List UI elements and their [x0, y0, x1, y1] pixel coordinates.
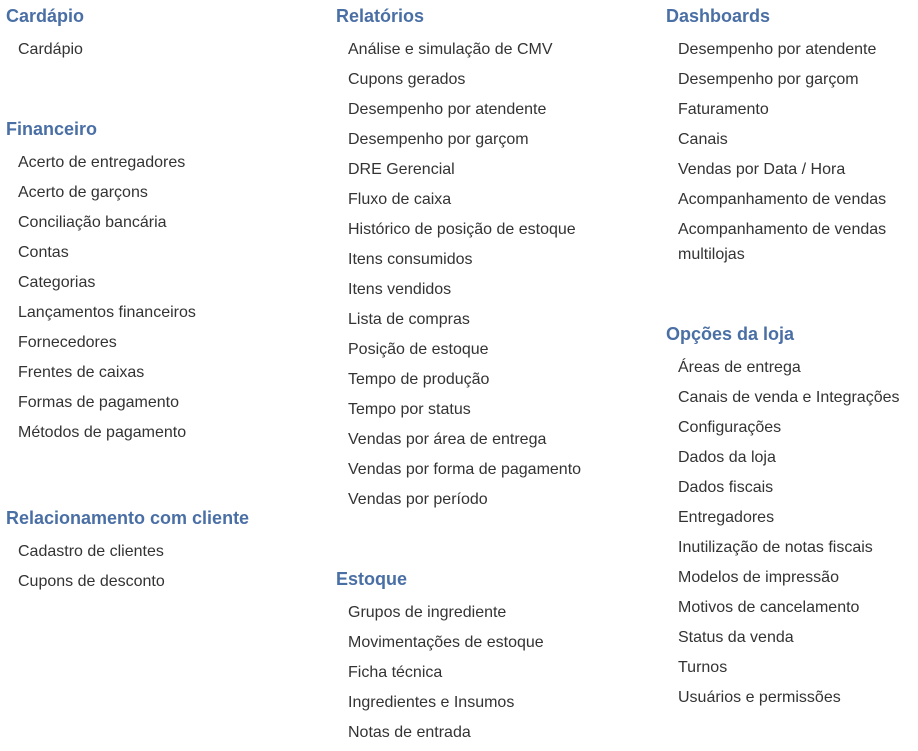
menu-list-dashboards [678, 37, 918, 269]
menu-link-desempenho-por-atendente[interactable]: Desempenho por atendente [348, 101, 547, 118]
section-title-estoque: Estoque [336, 569, 408, 589]
menu-link-cadastro-de-clientes[interactable]: Cadastro de clientes [18, 543, 164, 560]
menu-link-configuracoes[interactable]: Configurações [678, 419, 782, 436]
section-financeiro [6, 115, 306, 441]
section-dashboards [666, 2, 918, 263]
menu-link-dados-da-loja[interactable]: Dados da loja [678, 449, 776, 466]
menu-list-relatorios [348, 37, 636, 517]
menu-link-conciliacao-bancaria[interactable]: Conciliação bancária [18, 214, 167, 231]
menu-link-ingredientes-e-insumos[interactable]: Ingredientes e Insumos [348, 694, 515, 711]
section-relacionamento [6, 504, 306, 590]
menu-link-fluxo-de-caixa[interactable]: Fluxo de caixa [348, 191, 452, 208]
menu-link-modelos-de-impressao[interactable]: Modelos de impressão [678, 569, 839, 586]
menu-link-fornecedores[interactable]: Fornecedores [18, 334, 117, 351]
section-relatorios [336, 2, 636, 508]
menu-list-opcoes-da-loja [678, 355, 918, 715]
section-estoque [336, 565, 636, 741]
menu-list-financeiro [18, 150, 306, 450]
menu-link-desempenho-por-garcom[interactable]: Desempenho por garçom [678, 71, 859, 88]
menu-link-lista-de-compras[interactable]: Lista de compras [348, 311, 470, 328]
menu-link-formas-de-pagamento[interactable]: Formas de pagamento [18, 394, 179, 411]
menu-link-cupons-de-desconto[interactable]: Cupons de desconto [18, 573, 165, 590]
section-title-relacionamento: Relacionamento com cliente [6, 508, 250, 528]
menu-link-grupos-de-ingrediente[interactable]: Grupos de ingrediente [348, 604, 507, 621]
menu-link-dre-gerencial[interactable]: DRE Gerencial [348, 161, 455, 178]
menu-link-turnos[interactable]: Turnos [678, 659, 728, 676]
menu-list-cardapio [18, 37, 306, 67]
menu-link-categorias[interactable]: Categorias [18, 274, 96, 291]
menu-link-itens-vendidos[interactable]: Itens vendidos [348, 281, 452, 298]
menu-link-frentes-de-caixas[interactable]: Frentes de caixas [18, 364, 145, 381]
menu-link-acompanhamento-de-vendas-multilojas[interactable]: Acompanhamento de vendas multilojas [678, 221, 887, 263]
menu-link-tempo-por-status[interactable]: Tempo por status [348, 401, 471, 418]
section-title-cardapio: Cardápio [6, 6, 85, 26]
section-title-financeiro: Financeiro [6, 119, 98, 139]
menu-link-usuarios-e-permissoes[interactable]: Usuários e permissões [678, 689, 841, 706]
menu-list-relacionamento [18, 539, 306, 599]
section-title-relatorios: Relatórios [336, 6, 425, 26]
menu-link-acerto-de-garcons[interactable]: Acerto de garçons [18, 184, 148, 201]
menu-link-posicao-de-estoque[interactable]: Posição de estoque [348, 341, 489, 358]
section-title-dashboards: Dashboards [666, 6, 771, 26]
menu-link-vendas-por-area-de-entrega[interactable]: Vendas por área de entrega [348, 431, 547, 448]
menu-link-movimentacoes-de-estoque[interactable]: Movimentações de estoque [348, 634, 544, 651]
menu-link-ficha-tecnica[interactable]: Ficha técnica [348, 664, 443, 681]
menu-link-vendas-por-forma-de-pagamento[interactable]: Vendas por forma de pagamento [348, 461, 582, 478]
section-title-opcoes-da-loja: Opções da loja [666, 324, 795, 344]
menu-link-motivos-de-cancelamento[interactable]: Motivos de cancelamento [678, 599, 860, 616]
menu-link-notas-de-entrada[interactable]: Notas de entrada [348, 724, 471, 741]
menu-list-estoque [348, 600, 636, 750]
section-cardapio [6, 2, 306, 58]
menu-link-faturamento[interactable]: Faturamento [678, 101, 769, 118]
menu-link-analise-e-simulacao-de-cmv[interactable]: Análise e simulação de CMV [348, 41, 553, 58]
menu-link-lancamentos-financeiros[interactable]: Lançamentos financeiros [18, 304, 196, 321]
menu-link-canais[interactable]: Canais [678, 131, 728, 148]
menu-link-itens-consumidos[interactable]: Itens consumidos [348, 251, 473, 268]
section-opcoes-da-loja [666, 320, 918, 706]
menu-link-desempenho-por-garcom[interactable]: Desempenho por garçom [348, 131, 529, 148]
menu-link-acompanhamento-de-vendas[interactable]: Acompanhamento de vendas [678, 191, 887, 208]
menu-link-areas-de-entrega[interactable]: Áreas de entrega [678, 359, 801, 376]
menu-link-entregadores[interactable]: Entregadores [678, 509, 775, 526]
menu-link-contas[interactable]: Contas [18, 244, 69, 261]
menu-link-desempenho-por-atendente[interactable]: Desempenho por atendente [678, 41, 877, 58]
menu-link-cupons-gerados[interactable]: Cupons gerados [348, 71, 466, 88]
menu-link-tempo-de-producao[interactable]: Tempo de produção [348, 371, 490, 388]
menu-link-metodos-de-pagamento[interactable]: Métodos de pagamento [18, 424, 187, 441]
menu-link-vendas-por-periodo[interactable]: Vendas por período [348, 491, 488, 508]
menu-link-canais-de-venda-e-integracoes[interactable]: Canais de venda e Integrações [678, 389, 900, 406]
menu-link-historico-de-posicao-de-estoque[interactable]: Histórico de posição de estoque [348, 221, 576, 238]
menu-link-dados-fiscais[interactable]: Dados fiscais [678, 479, 774, 496]
menu-link-inutilizacao-de-notas-fiscais[interactable]: Inutilização de notas fiscais [678, 539, 873, 556]
menu-link-cardapio[interactable]: Cardápio [18, 41, 83, 58]
menu-link-acerto-de-entregadores[interactable]: Acerto de entregadores [18, 154, 186, 171]
menu-link-vendas-por-data-hora[interactable]: Vendas por Data / Hora [678, 161, 846, 178]
menu-link-status-da-venda[interactable]: Status da venda [678, 629, 794, 646]
